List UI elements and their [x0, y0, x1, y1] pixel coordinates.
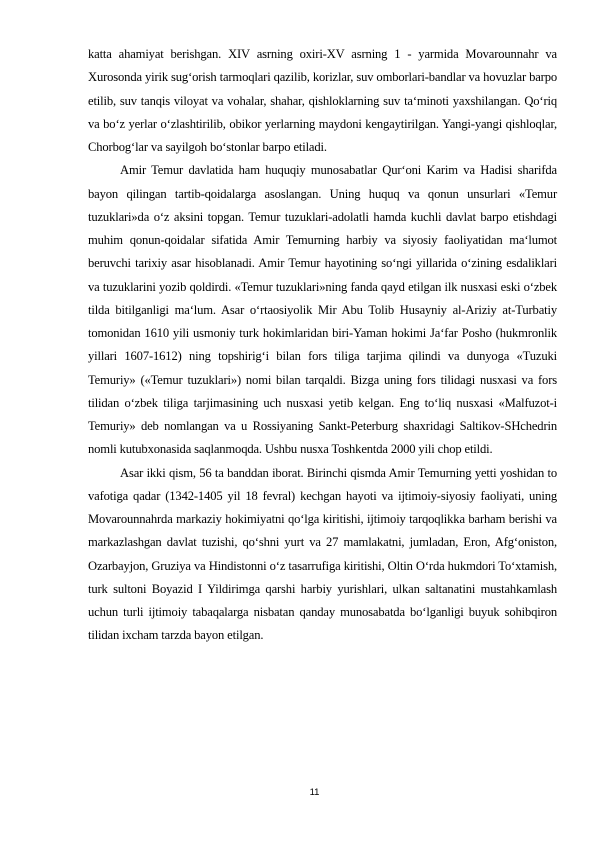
paragraph-irrigation: katta ahamiyat berishgan. XIV asrning oxiri-XV asrning 1 - yarmida Movarounnahr va Xurosonda yirik sug‘orish tarmoqlari qazilib, korizlar, suv omborlari-bandlar va hovuzlar barpo etilib, suv tanqis viloyat va vohalar, shahar, qishloklarning suv ta‘minoti yaxshilangan. Qo‘riq va bo‘z yerlar o‘zlashtirilib, obikor yerlarning maydoni kengaytirilgan. Yangi-yangi qishloqlar, Chorbog‘lar va sayilgoh bo‘stonlar barpo etiladi.: [88, 47, 557, 154]
paragraph-temur-tuzuklari: Amir Temur davlatida ham huquqiy munosabatlar Qur‘oni Karim va Hadisi sharifda bayon qilingan tartib-qoidalarga asoslangan. Uning huquq va qonun unsurlari «Temur tuzuklari»da o‘z aksini topgan. Temur tuzuklari-adolatli hamda kuchli davlat barpo etishdagi muhim qonun-qoidalar sifatida Amir Temurning harbiy va siyosiy faoliyatidan ma‘lumot beruvchi tarixiy asar hisoblanadi. Amir Temur hayotining so‘ngi yillarida o‘zining esdaliklari va tuzuklarini yozib qoldirdi. «Temur tuzuklari»ning fanda qayd etilgan ilk nusxasi eski o‘zbek tilda bitilganligi ma‘lum. Asar o‘rtaosiyolik Mir Abu Tolib Husayniy al-Ariziy at-Turbatiy tomonidan 1610 yili usmoniy turk hokimlaridan biri-Yaman hokimi Ja‘far Posho (hukmronlik yillari 1607-1612) ning topshirig‘i bilan fors tiliga tarjima qilindi va dunyoga «Tuzuki Temuriy» («Temur tuzuklari») nomi bilan tarqaldi. Bizga uning fors tilidagi nusxasi va fors tilidan o‘zbek tiliga tarjimasining uch nusxasi yetib kelgan. Eng to‘liq nusxasi «Malfuzot-i Temuriy» deb nomlangan va u Rossiyaning Sankt-Peterburg shaxridagi Saltikov-SHchedrin nomli kutubxonasida saqlanmoqda. Ushbu nusxa Toshkentda 2000 yili chop etildi.: [88, 163, 557, 457]
document-page: [88, 43, 557, 648]
paragraph-structure-of-work: Asar ikki qism, 56 ta banddan iborat. Birinchi qismda Amir Temurning yetti yoshidan to vafotiga qadar (1342-1405 yil 18 fevral) kechgan hayoti va ijtimoiy-siyosiy faoliyati, uning Movarounnahrda markaziy hokimiyatni qo‘lga kiritishi, ijtimoiy tarqoqlikka barham berishi va markazlashgan davlat tuzishi, qo‘shni yurt va 27 mamlakatni, jumladan, Eron, Afg‘oniston, Ozarbayjon, Gruziya va Hindistonni o‘z tasarrufiga kiritishi, Oltin O‘rda hukmdori To‘xtamish, turk sultoni Boyazid I Yildirimga qarshi harbiy yurishlari, ulkan saltanatini mustahkamlash uchun turli ijtimoiy tabaqalarga nisbatan qanday munosabatda bo‘lganligi buyuk sohibqiron tilidan ixcham tarzda bayon etilgan.: [88, 465, 557, 643]
page-number: 11: [309, 787, 320, 798]
